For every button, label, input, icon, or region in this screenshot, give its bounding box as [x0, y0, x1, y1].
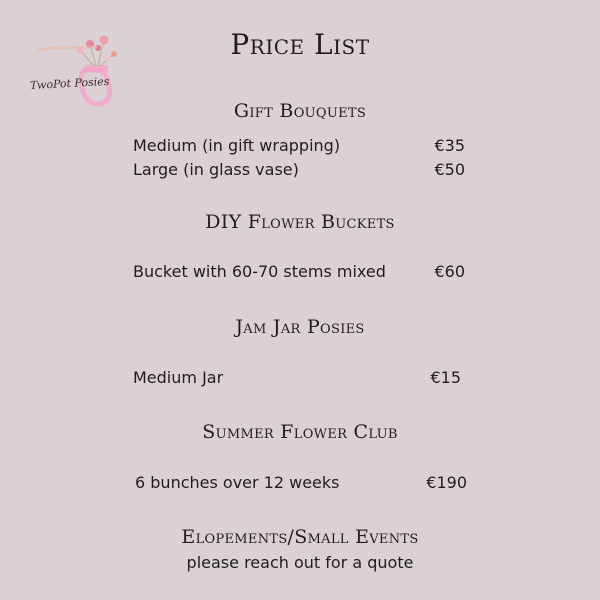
item-price: €190 [426, 473, 467, 492]
item-price: €15 [430, 368, 461, 387]
list-item [133, 160, 465, 179]
page-title: Price List [230, 28, 370, 61]
item-price: €60 [434, 262, 465, 281]
quote-note: please reach out for a quote [186, 553, 414, 572]
section-title-gift-bouquets: Gift Bouquets [233, 100, 367, 122]
section-title-elopements: Elopements/Small Events [181, 526, 419, 548]
item-price: €50 [434, 160, 465, 179]
list-item [133, 368, 461, 387]
section-title-diy-flower-buckets: DIY Flower Buckets [205, 211, 395, 233]
list-item [135, 473, 467, 492]
item-label: Medium Jar [133, 368, 224, 387]
item-label: Bucket with 60-70 stems mixed [133, 262, 386, 281]
section-title-jam-jar-posies: Jam Jar Posies [235, 316, 365, 338]
section-title-summer-flower-club: Summer Flower Club [202, 421, 398, 443]
logo-text: TwoPot Posies [29, 74, 110, 93]
list-item [133, 262, 465, 281]
item-label: Large (in glass vase) [133, 160, 299, 179]
item-label: 6 bunches over 12 weeks [135, 473, 340, 492]
list-item [133, 136, 465, 155]
item-price: €35 [434, 136, 465, 155]
item-label: Medium (in gift wrapping) [133, 136, 341, 155]
